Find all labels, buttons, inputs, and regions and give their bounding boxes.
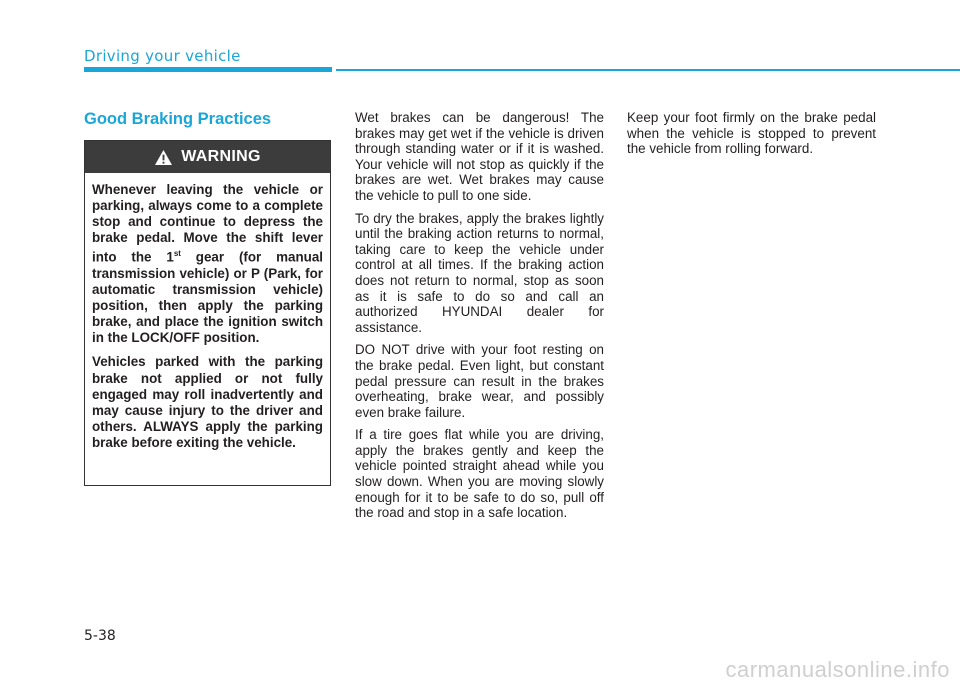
warning-paragraph-1: Whenever leaving the vehicle or parking, always come to a complete stop and continue to depress the brake pedal. Move the shift lever into the 1st gear (for manual transmission vehicle) or P (Park, for automatic transmission vehicle) position, then apply the parking brake, and place the ignition switch in the LOCK/OFF position. [92,182,324,346]
chapter-title: Driving your vehicle [84,47,241,65]
paragraph-dry-brakes: To dry the brakes, apply the brakes lightly until the braking action returns to normal, taking care to keep the vehicle under control at all times. If the braking action does not return to normal, stop as soon as it is safe to do so and call an authorized HYUNDAI dealer for assistance. [355,210,604,335]
warning-label: WARNING [181,148,261,165]
warning-box [84,140,331,486]
paragraph-flat-tire: If a tire goes flat while you are driving, apply the brakes gently and keep the vehicle pointed straight ahead while you slow down. When you are moving slowly enough for it to be safe to do so, pull off the road and stop in a safe location. [355,427,604,521]
paragraph-foot-resting: DO NOT drive with your foot resting on the brake pedal. Even light, but constant pedal pressure can result in the brakes overheating, brake wear, and possibly even brake failure. [355,342,604,420]
watermark: carmanualsonline.info [725,657,950,682]
warning-triangle-icon [154,149,173,166]
text-column-right [627,110,876,164]
text-column-middle [355,110,604,528]
paragraph-wet-brakes: Wet brakes can be dangerous! The brakes may get wet if the vehicle is driven through standing water or if it is washed. Your vehicle will not stop as quickly if the brakes are wet. Wet brakes may cause the vehicle to pull to one side. [355,110,604,203]
warning-header [85,141,330,173]
section-title: Good Braking Practices [84,110,272,128]
warning-body [85,173,330,451]
warning-paragraph-2: Vehicles parked with the parking brake not applied or not fully engaged may roll inadvertently and may cause injury to the driver and others. ALWAYS apply the parking brake before exiting the vehicle. [92,354,323,450]
paragraph-foot-firmly: Keep your foot firmly on the brake pedal when the vehicle is stopped to prevent the vehicle from rolling forward. [627,110,876,157]
page-number: 5-38 [84,628,116,644]
header-rule [336,69,960,71]
header-accent-bar [84,67,332,72]
